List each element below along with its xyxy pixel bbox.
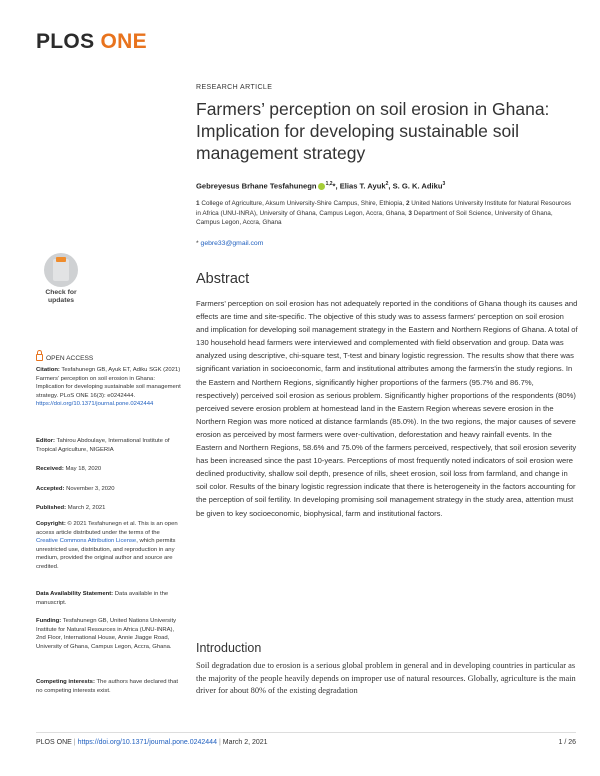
article-title: Farmers’ perception on soil erosion in Ghana: Implication for developing sustainable soil management strategy	[196, 99, 550, 163]
open-access-badge	[36, 354, 93, 362]
citation-text: Tesfahunegn GB, Ayuk ET, Adiku SGK (2021) Farmers’ perception on soil erosion in Ghana: Implication for developing sustainable soil management strategy. PLoS ONE 16(3): e0242444.	[36, 367, 181, 399]
author-2[interactable]: , Elias T. Ayuk	[335, 181, 386, 191]
author-3[interactable]: , S. G. K. Adiku	[388, 181, 443, 191]
page-footer	[36, 739, 576, 746]
introduction-heading: Introduction	[196, 641, 262, 655]
abstract-text: Farmers’ perception on soil erosion has not adequately reported in the conditions of Ghana though its causes and effects are time and site-specific. The objective of this study was to assess farmers’ perception on soil erosion and implication for developing soil management strategy in the Eastern and Northern Regions of Ghana. A total of 130 household head farmers were interviewed and complemented with field observation and group. Data was analyzed using descriptive, chi-square test, T-test and binary logistic regression. The results show that there was significant variation in socioeconomic, farm and institutional attributes among the farmers'in the study regions. In the Eastern and Northern Regions, significantly higher proportions of the farmers (95.7% and 86.7%, respectively) perceived soil erosion as serious problem. Significantly higher proportions of the respondents (80%) perceived severe erosion problem at homestead land in the Eastern Region whereas severe erosion in the Northern Region was more noticed at distance farmlands (85.0%). In the two regions, the major causes of severe erosion as perceived by most farmers were over-cultivation, deforestation and heavy rainfall events. In the Eastern and Northern Regions, 58.6% and 75.0% of the farmers perceived, respectively, that soil erosion severity has been increased since the past 10-years. Perceptions of most frequently noted indicators of soil erosion were declined productivity, shallow soil depth, presence of rills, sheet erosion, soil loss from farmland, and change in soil color. Results of the binary logistic regression indicate that there is heterogeneity in the factors accounting for the perception of soil fertility. In developing promising soil management strategy in the study area, attention must be given to key socioeconomic, biophysical, farm and institutional factors.	[196, 299, 578, 518]
affiliation-number: 2	[405, 200, 410, 207]
author-2-affiliation: 2	[385, 181, 389, 187]
author-list	[196, 181, 576, 191]
editor-label: Editor:	[36, 438, 55, 444]
author-1[interactable]: Gebreyesus Brhane Tesfahunegn	[196, 181, 317, 191]
footer-rule	[36, 732, 576, 733]
editor-block	[36, 437, 182, 454]
corresponding-email	[196, 240, 263, 247]
affiliation-number: 1	[196, 200, 200, 207]
article-type: RESEARCH ARTICLE	[196, 84, 273, 91]
received-date: Received: May 18, 2020	[36, 466, 102, 472]
footer-separator: |	[73, 739, 76, 746]
email-mark: *	[196, 240, 199, 247]
footer-doi-link[interactable]: https://doi.org/10.1371/journal.pone.0242444	[77, 739, 217, 746]
check-updates-label: Check for updates	[45, 289, 77, 304]
citation-doi-link[interactable]: https://doi.org/10.1371/journal.pone.0242444	[36, 401, 154, 407]
logo-one: ONE	[100, 30, 147, 53]
corresponding-mark: *	[332, 181, 336, 191]
footer-separator: |	[218, 739, 221, 746]
journal-logo	[36, 30, 147, 54]
orcid-icon[interactable]	[318, 183, 325, 190]
affiliation-text: United Nations University Institute for Natural Resources in Africa (UNU-INRA), University of Ghana, Campus Legon, Accra, Ghana,	[196, 200, 572, 217]
logo-plos: PLOS	[36, 30, 95, 53]
page-number: 1 / 26	[558, 739, 576, 746]
footer-date: March 2, 2021	[222, 739, 268, 746]
data-availability-block: Data Availability Statement: Data available in the manuscript.	[36, 591, 169, 606]
abstract-heading: Abstract	[196, 271, 250, 287]
accepted-date: Accepted: November 3, 2020	[36, 486, 115, 492]
published-date: Published: March 2, 2021	[36, 505, 106, 511]
funding-block: Funding: Tesfahunegn GB, United Nations University Institute for Natural Resources in Africa (UNU-INRA), 2nd Floor, International House, Annie Jiagge Road, University of Ghana, Campus Legon, Accra, Ghana.	[36, 618, 177, 650]
check-updates-icon	[44, 253, 78, 287]
footer-journal: PLOS ONE	[36, 739, 72, 746]
introduction-text: Soil degradation due to erosion is a serious global problem in general and in developing countries in particular as the majority of the people heavily depends on improper use of natural resources. Globally, agriculture is the main driver for about 80% of the existing degradation	[196, 661, 576, 696]
email-link[interactable]: gebre33@gmail.com	[200, 240, 264, 247]
copyright-block: Copyright: © 2021 Tesfahunegn et al. This is an open access article distributed under the terms of the Creative Commons Attribution License, which permits unrestricted use, distribution, and reproduction in any medium, provided the original author and source are credited.	[36, 521, 178, 570]
open-lock-icon	[36, 354, 43, 361]
competing-interests-block: Competing interests: The authors have declared that no competing interests exist.	[36, 679, 178, 694]
open-access-label: OPEN ACCESS	[46, 355, 94, 362]
affiliation-number: 3	[408, 209, 412, 217]
citation-label: Citation:	[36, 367, 60, 373]
author-3-affiliation: 3	[442, 181, 446, 187]
affiliation-text: College of Agriculture, Aksum University-Shire Campus, Shire, Ethiopia,	[199, 200, 406, 207]
citation-block	[36, 366, 182, 409]
editor-text: Tahirou Abdoulaye, International Institute of Tropical Agriculture, NIGERIA	[36, 438, 170, 453]
affiliation-text: Department of Soil Science, University of Ghana, Campus Legon, Accra, Ghana	[196, 209, 553, 227]
author-1-affiliation: 1,2	[325, 181, 333, 187]
license-link[interactable]: Creative Commons Attribution License	[36, 538, 137, 544]
affiliations	[196, 199, 576, 228]
check-for-updates-button[interactable]	[36, 253, 86, 309]
